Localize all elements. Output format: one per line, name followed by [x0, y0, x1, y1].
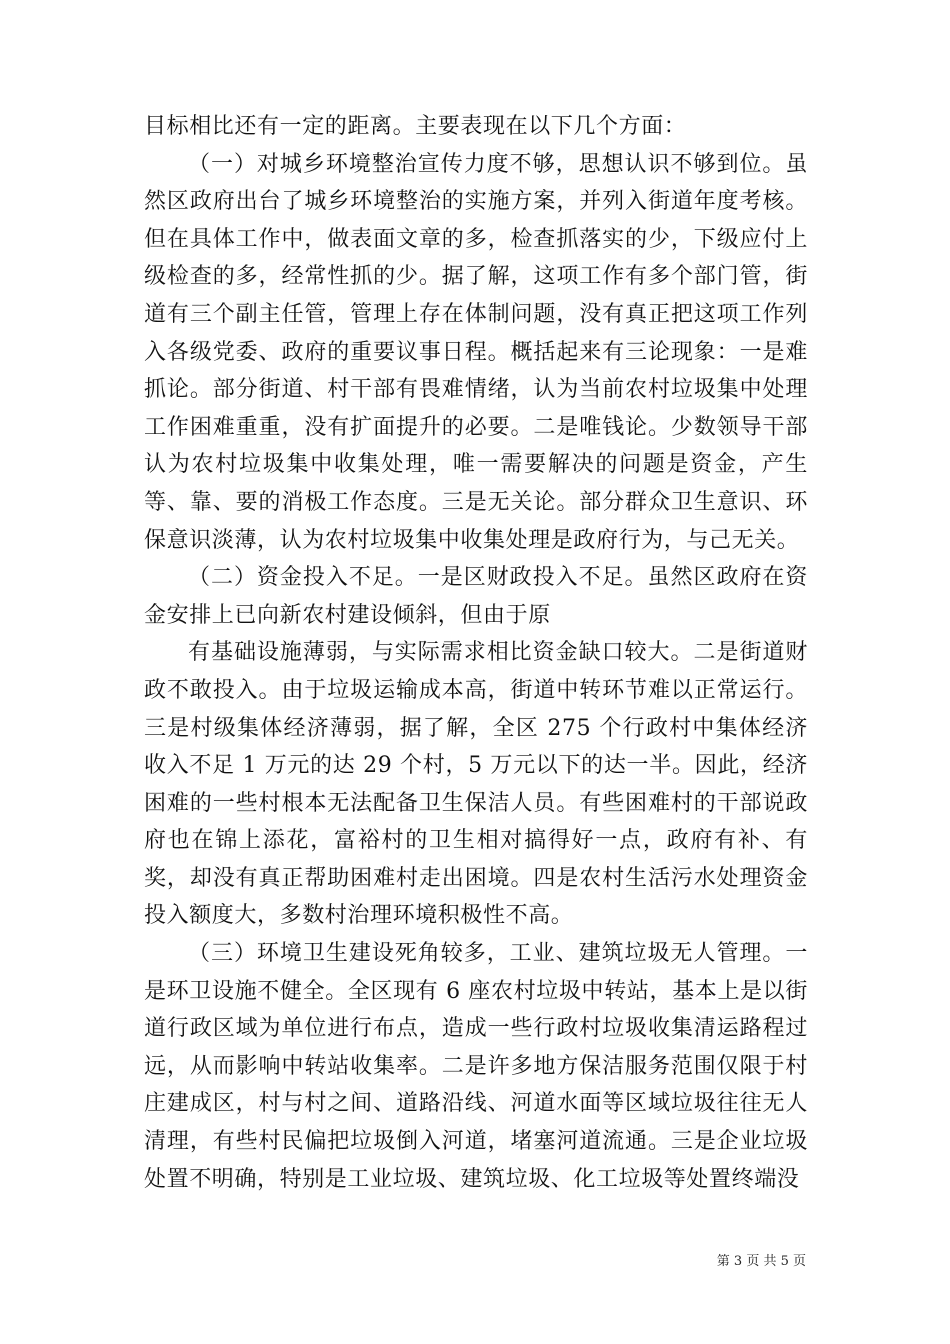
document-body: [144, 108, 808, 1198]
page-number: 第 3 页 共 5 页: [716, 1254, 806, 1269]
paragraph-3: （二）资金投入不足。一是区财政投入不足。虽然区政府在资金安排上已向新农村建设倾斜，但由于原: [144, 565, 808, 628]
paragraph-5: （三）环境卫生建设死角较多，工业、建筑垃圾无人管理。一是环卫设施不健全。全区现有 6 座农村垃圾中转站，基本上是以街道行政区域为单位进行布点，造成一些行政村垃圾收集清运路程过远，从而影响中转站收集率。二是许多地方保洁服务范围仅限于村庄建成区，村与村之间、道路沿线、河道水面等区域垃圾往往无人清理，有些村民偏把垃圾倒入河道，堵塞河道流通。三是企业垃圾处置不明确，特别是工业垃圾、建筑垃圾、化工垃圾等处置终端没: [144, 941, 808, 1192]
paragraph-4: 有基础设施薄弱，与实际需求相比资金缺口较大。二是街道财政不敢投入。由于垃圾运输成本高，街道中转环节难以正常运行。三是村级集体经济薄弱，据了解，全区 275 个行政村中集体经济收入不足 1 万元的达 29 个村，5 万元以下的达一半。因此，经济困难的一些村根本无法配备卫生保洁人员。有些困难村的干部说政府也在锦上添花，富裕村的卫生相对搞得好一点，政府有补、有奖，却没有真正帮助困难村走出困境。四是农村生活污水处理资金投入额度大，多数村治理环境积极性不高。: [144, 640, 808, 929]
paragraph-2: （一）对城乡环境整治宣传力度不够，思想认识不够到位。虽然区政府出台了城乡环境整治的实施方案，并列入街道年度考核。但在具体工作中，做表面文章的多，检查抓落实的少，下级应付上级检查的多，经常性抓的少。据了解，这项工作有多个部门管，街道有三个副主任管，管理上存在体制问题，没有真正把这项工作列入各级党委、政府的重要议事日程。概括起来有三论现象：一是难抓论。部分街道、村干部有畏难情绪，认为当前农村垃圾集中处理工作困难重重，没有扩面提升的必要。二是唯钱论。少数领导干部认为农村垃圾集中收集处理，唯一需要解决的问题是资金，产生等、靠、要的消极工作态度。三是无关论。部分群众卫生意识、环保意识淡薄，认为农村垃圾集中收集处理是政府行为，与己无关。: [144, 151, 808, 553]
paragraph-1: 目标相比还有一定的距离。主要表现在以下几个方面：: [144, 114, 687, 139]
